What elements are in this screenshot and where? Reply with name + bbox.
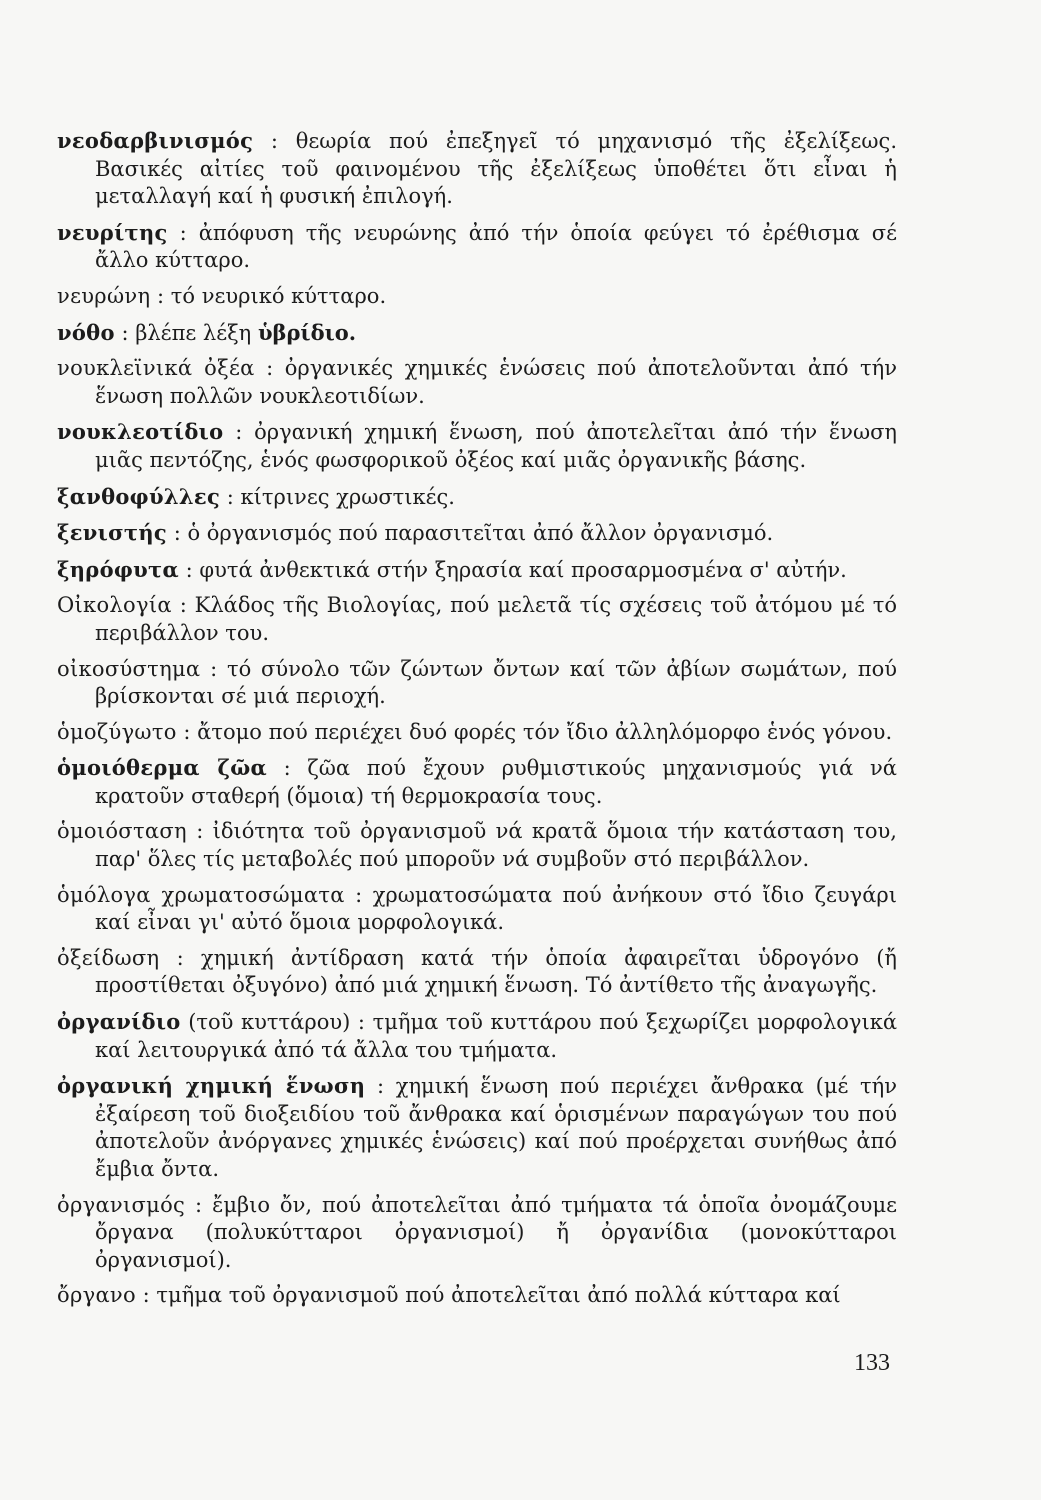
entry-term: ὄργανο: [57, 1283, 136, 1308]
glossary-entry: [57, 1008, 897, 1064]
glossary-entry: [57, 818, 897, 873]
entry-separator: :: [365, 1074, 396, 1099]
entry-definition: ἰδιότητα τοῦ ὀργανισμοῦ νά κρατᾶ ὅμοια τήν κατάσταση του, παρ' ὅλες τίς μεταβολές πού μποροῦν νά συμβοῦν στό περιβάλλον.: [95, 819, 897, 872]
glossary-entry: [57, 127, 897, 211]
entry-term: ὀργανική χημική ἕνωση: [57, 1073, 366, 1099]
glossary: [57, 127, 897, 1318]
entry-term: ὀργανισμός: [57, 1192, 186, 1217]
glossary-entry: [57, 319, 897, 348]
entry-definition: τό σύνολο τῶν ζώντων ὄντων καί τῶν ἀβίων σωμάτων, πού βρίσκονται σέ μιά περιοχή.: [95, 656, 897, 709]
entry-term: ὀξείδωση: [57, 945, 160, 970]
entry-definition: τμῆμα τοῦ κυττάρου πού ξεχωρίζει μορφολογικά καί λειτουργικά ἀπό τά ἄλλα του τμήματα.: [95, 1010, 897, 1062]
entry-separator: :: [159, 945, 201, 970]
entry-term: νευρώνη: [57, 283, 151, 308]
entry-definition: κίτρινες χρωστικές.: [240, 484, 455, 509]
entry-term: οἰκοσύστημα: [57, 656, 201, 681]
entry-separator: :: [167, 220, 199, 245]
glossary-entry: [57, 219, 897, 275]
entry-term: νουκλεϊνικά ὀξέα: [57, 356, 255, 381]
entry-separator: :: [178, 557, 200, 582]
glossary-entry: [57, 719, 897, 747]
entry-separator: :: [176, 719, 198, 744]
entry-definition: τμῆμα τοῦ ὀργανισμοῦ πού ἀποτελεῖται ἀπό πολλά κύτταρα καί: [156, 1283, 841, 1308]
entry-term: νόθο: [57, 319, 115, 345]
entry-definition: ὁ ὀργανισμός πού παρασιτεῖται ἀπό ἄλλον ὀργανισμό.: [187, 521, 774, 546]
glossary-entry: [57, 1282, 897, 1310]
entry-separator: :: [150, 283, 171, 308]
entry-term: ὁμόλογα χρωματοσώματα: [57, 882, 345, 907]
entry-term: ὁμοιόθερμα ζῶα: [57, 755, 267, 781]
entry-definition: χρωματοσώματα πού ἀνήκουν στό ἴδιο ζευγάρι καί εἶναι γι' αὐτό ὅμοια μορφολογικά.: [95, 882, 897, 935]
entry-separator: :: [135, 1283, 157, 1308]
entry-definition: ἄτομο πού περιέχει δυό φορές τόν ἴδιο ἀλληλόμορφο ἑνός γόνου.: [197, 719, 893, 744]
entry-definition: ὀργανική χημική ἕνωση, πού ἀποτελεῖται ἀπό τήν ἕνωση μιᾶς πεντόζης, ἑνός φωσφορικοῦ ὀξέος καί μιᾶς ὀργανικῆς βάσης.: [95, 420, 897, 472]
glossary-entry: [57, 1192, 897, 1275]
entry-term-note: (τοῦ κυττάρου): [180, 1010, 351, 1035]
entry-definition: χημική ἕνωση πού περιέχει ἄνθρακα (μέ τήν ἐξαίρεση τοῦ διοξειδίου τοῦ ἄνθρακα καί ὁρισμένων παραγώγων του πού ἀποτελοῦν ἀνόργανες χημικές ἑνώσεις) καί πού προέρχεται συνήθως ἀπό ἔμβια ὄντα.: [95, 1074, 897, 1181]
entry-separator: :: [266, 756, 308, 781]
entry-separator: :: [344, 882, 373, 907]
entry-term: ὀργανίδιο: [57, 1009, 181, 1035]
entry-separator: :: [223, 420, 255, 445]
entry-separator: :: [350, 1010, 373, 1035]
entry-cross-reference: ὑβρίδιο.: [257, 319, 357, 345]
entry-term: νεοδαρβινισμός: [57, 128, 254, 153]
entry-term: ὁμοζύγωτο: [57, 719, 177, 744]
entry-definition: βλέπε λέξη: [135, 320, 258, 345]
glossary-entry: [57, 754, 897, 810]
entry-separator: :: [220, 484, 241, 509]
glossary-entry: [57, 283, 897, 311]
entry-definition: φυτά ἀνθεκτικά στήν ξηρασία καί προσαρμοσμένα σ' αὐτήν.: [199, 557, 847, 582]
entry-term: ὁμοιόσταση: [57, 819, 187, 844]
entry-term: νευρίτης: [57, 219, 168, 245]
entry-separator: :: [253, 129, 296, 153]
entry-definition: τό νευρικό κύτταρο.: [170, 283, 387, 308]
glossary-entry: [57, 418, 897, 474]
entry-term: νουκλεοτίδιο: [57, 419, 224, 445]
glossary-entry: [57, 1072, 897, 1183]
entry-definition: θεωρία πού ἐπεξηγεῖ τό μηχανισμό τῆς ἐξελίξεως. Βασικές αἰτίες τοῦ φαινομένου τῆς ἐξελίξεως ὑποθέτει ὅτι εἶναι ἡ μεταλλαγή καί ἡ φυσική ἐπιλογή.: [95, 129, 897, 209]
page-number: 133: [854, 1350, 890, 1376]
glossary-entry: [57, 519, 897, 548]
glossary-entry: [57, 592, 897, 647]
entry-term: ξηρόφυτα: [57, 556, 179, 582]
entry-definition: Κλάδος τῆς Βιολογίας, πού μελετᾶ τίς σχέσεις τοῦ ἀτόμου μέ τό περιβάλλον του.: [95, 593, 897, 645]
entry-separator: :: [186, 819, 213, 844]
entry-definition: ζῶα πού ἔχουν ρυθμιστικούς μηχανισμούς γιά νά κρατοῦν σταθερή (ὅμοια) τή θερμοκρασία τους.: [95, 756, 897, 808]
entry-separator: :: [185, 1192, 213, 1217]
glossary-entry: [57, 882, 897, 937]
glossary-entry: [57, 945, 897, 1000]
entry-separator: :: [114, 320, 136, 345]
entry-separator: :: [254, 356, 285, 381]
glossary-entry: [57, 355, 897, 410]
entry-term: ξενιστής: [57, 520, 168, 546]
glossary-entry: [57, 483, 897, 512]
entry-separator: :: [171, 593, 195, 618]
glossary-entry: [57, 556, 897, 585]
entry-definition: χημική ἀντίδραση κατά τήν ὁποία ἀφαιρεῖται ὑδρογόνο (ἤ προστίθεται ὀξυγόνο) ἀπό μιά χημική ἕνωση. Τό ἀντίθετο τῆς ἀναγωγῆς.: [95, 945, 897, 998]
entry-term: ξανθοφύλλες: [57, 483, 221, 509]
entry-separator: :: [167, 521, 188, 546]
entry-separator: :: [200, 656, 228, 681]
entry-definition: ἔμβιο ὄν, πού ἀποτελεῖται ἀπό τμήματα τά ὁποῖα ὀνομάζουμε ὄργανα (πολυκύτταροι ὀργανισμοί) ἤ ὀργανίδια (μονοκύτταροι ὀργανισμοί).: [95, 1192, 897, 1272]
entry-definition: ὀργανικές χημικές ἑνώσεις πού ἀποτελοῦνται ἀπό τήν ἕνωση πολλῶν νουκλεοτιδίων.: [95, 356, 897, 408]
entry-term: Οἰκολογία: [57, 593, 172, 618]
entry-definition: ἀπόφυση τῆς νευρώνης ἀπό τήν ὁποία φεύγει τό ἐρέθισμα σέ ἄλλο κύτταρο.: [95, 220, 897, 273]
glossary-entry: [57, 656, 897, 711]
